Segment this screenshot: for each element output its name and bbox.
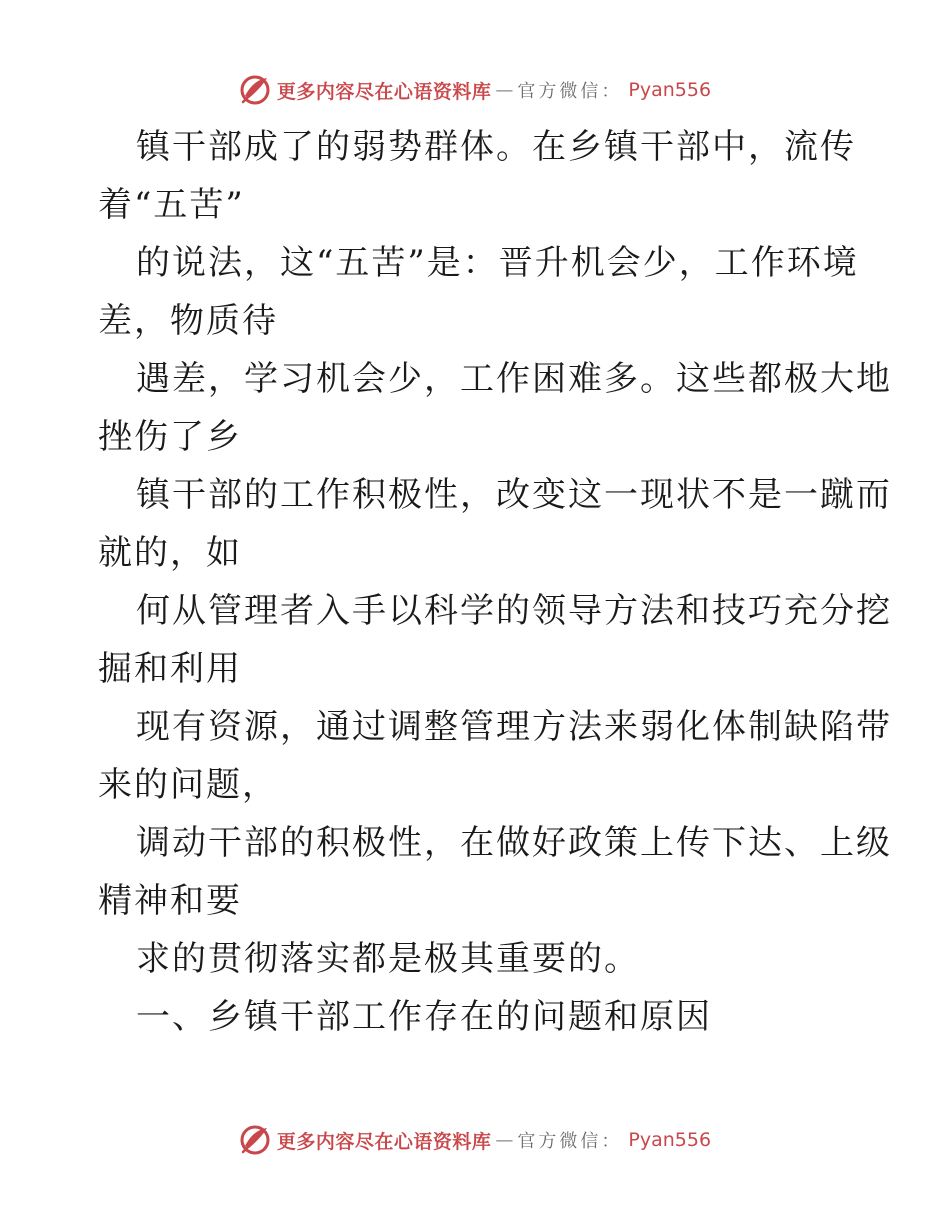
watermark-brand: 更多内容尽在心语资料库 xyxy=(276,80,492,103)
body-line: 挫伤了乡 xyxy=(98,417,242,457)
body-line: 遇差，学习机会少，工作困难多。这些都极大地 xyxy=(136,359,892,399)
watermark-wechat-id: Pyan556 xyxy=(628,1129,712,1151)
watermark-dash: — xyxy=(495,1129,514,1151)
body-line: 着“五苦” xyxy=(98,185,245,225)
document-body xyxy=(98,118,892,1046)
watermark-brand: 更多内容尽在心语资料库 xyxy=(276,1130,492,1153)
section-heading: 一、乡镇干部工作存在的问题和原因 xyxy=(136,997,712,1037)
body-line: 求的贯彻落实都是极其重要的。 xyxy=(136,939,640,979)
watermark-dash: — xyxy=(495,79,514,101)
watermark-wechat-id: Pyan556 xyxy=(628,79,712,101)
body-line: 的说法，这“五苦”是：晋升机会少，工作环境 xyxy=(136,243,859,283)
body-line: 掘和利用 xyxy=(98,649,242,689)
body-line: 何从管理者入手以科学的领导方法和技巧充分挖 xyxy=(136,591,892,631)
body-line: 精神和要 xyxy=(98,881,242,921)
body-line: 调动干部的积极性，在做好政策上传下达、上级 xyxy=(136,823,892,863)
pen-logo-icon xyxy=(239,74,271,106)
body-line: 镇干部成了的弱势群体。在乡镇干部中，流传 xyxy=(136,127,856,167)
watermark-wechat-label: 官方微信： xyxy=(517,1131,623,1152)
header-watermark xyxy=(0,70,950,110)
pen-logo-icon xyxy=(239,1124,271,1156)
body-line: 来的问题， xyxy=(98,765,278,805)
body-line: 就的，如 xyxy=(98,533,242,573)
body-line: 镇干部的工作积极性，改变这一现状不是一蹴而 xyxy=(136,475,892,515)
body-line: 现有资源，通过调整管理方法来弱化体制缺陷带 xyxy=(136,707,892,747)
watermark-wechat-label: 官方微信： xyxy=(517,81,623,102)
body-line: 差，物质待 xyxy=(98,301,278,341)
footer-watermark xyxy=(0,1120,950,1160)
